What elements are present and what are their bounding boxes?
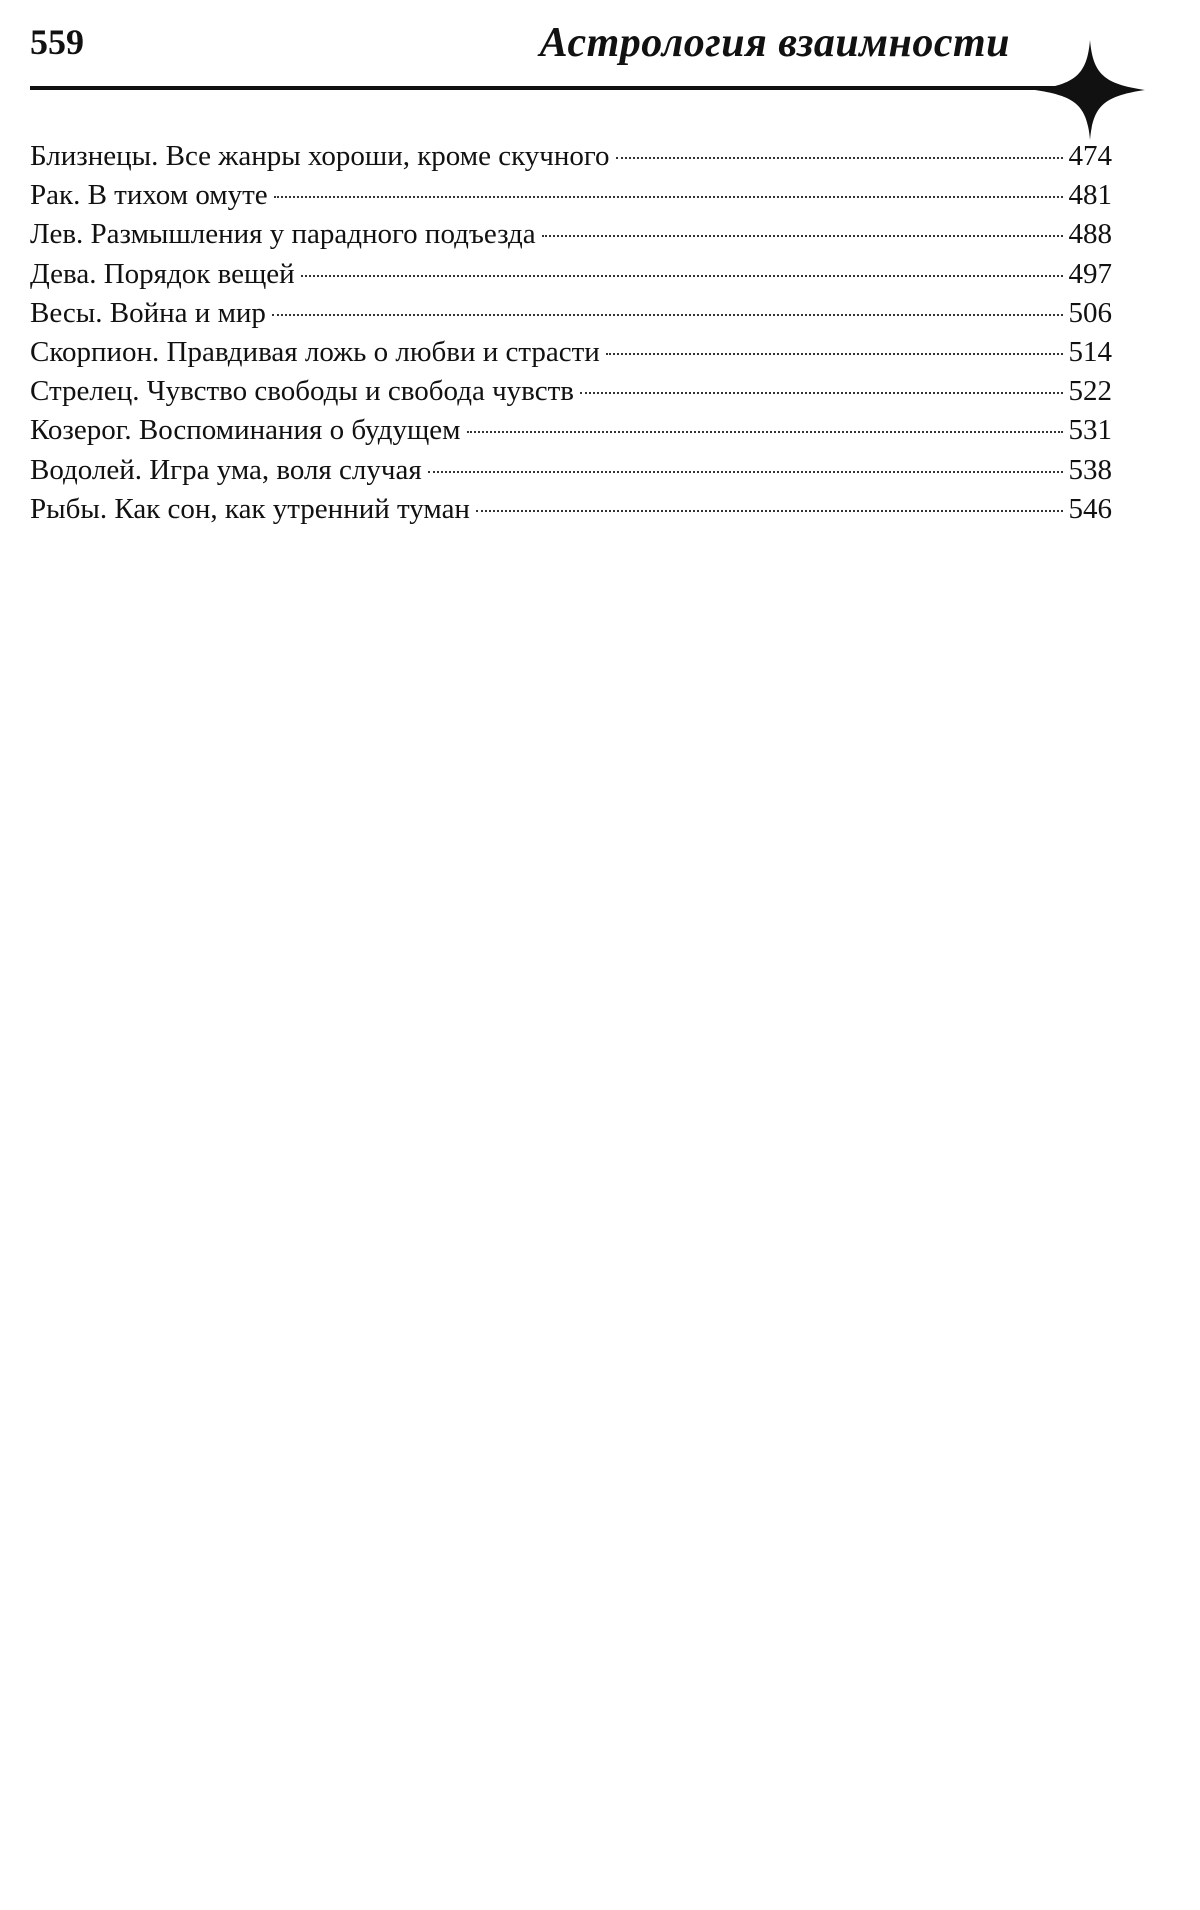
toc-entry-page: 546 <box>1068 492 1112 525</box>
toc-entry-title: Близнецы. Все жанры хороши, кроме скучного <box>30 140 610 172</box>
toc-entry-page: 514 <box>1068 335 1112 368</box>
dot-leader <box>272 314 1063 316</box>
page-number: 559 <box>30 22 84 62</box>
toc-entry-title: Рыбы. Как сон, как утренний туман <box>30 492 470 525</box>
toc-entry <box>30 333 1112 372</box>
toc-entry-title: Скорпион. Правдивая ложь о любви и страсти <box>30 335 600 368</box>
toc-entry <box>30 215 1112 254</box>
toc-entry-page: 506 <box>1068 296 1112 329</box>
dot-leader <box>301 275 1063 277</box>
toc-entry <box>30 176 1112 215</box>
toc-entry-page: 481 <box>1068 179 1112 212</box>
dot-leader <box>274 196 1063 198</box>
table-of-contents <box>30 137 1112 529</box>
toc-entry-page: 531 <box>1068 414 1112 447</box>
toc-entry <box>30 255 1112 294</box>
dot-leader <box>428 471 1063 473</box>
header-rule <box>30 86 1090 90</box>
toc-entry-title: Рак. В тихом омуте <box>30 179 268 212</box>
toc-entry-title: Водолей. Игра ума, воля случая <box>30 453 422 486</box>
toc-entry <box>30 372 1112 411</box>
dot-leader <box>467 431 1063 433</box>
toc-entry-title: Дева. Порядок вещей <box>30 257 295 290</box>
dot-leader <box>580 392 1063 394</box>
toc-entry-title: Козерог. Воспоминания о будущем <box>30 414 461 447</box>
toc-entry <box>30 451 1112 490</box>
toc-entry-title: Весы. Война и мир <box>30 296 266 329</box>
dot-leader <box>606 353 1063 355</box>
running-title: Астрология взаимности <box>539 20 1010 66</box>
toc-entry-page: 488 <box>1068 218 1112 251</box>
toc-entry <box>30 490 1112 529</box>
toc-entry-page: 538 <box>1068 453 1112 486</box>
four-point-star-icon <box>1035 40 1145 140</box>
dot-leader <box>616 157 1063 159</box>
toc-entry <box>30 137 1112 176</box>
dot-leader <box>476 510 1063 512</box>
toc-entry-page: 497 <box>1068 257 1112 290</box>
toc-entry <box>30 294 1112 333</box>
toc-entry-page: 522 <box>1068 375 1112 408</box>
toc-entry <box>30 411 1112 450</box>
toc-entry-title: Стрелец. Чувство свободы и свобода чувств <box>30 375 574 408</box>
toc-entry-page: 474 <box>1068 140 1112 172</box>
toc-entry-title: Лев. Размышления у парадного подъезда <box>30 218 536 251</box>
dot-leader <box>542 235 1063 237</box>
